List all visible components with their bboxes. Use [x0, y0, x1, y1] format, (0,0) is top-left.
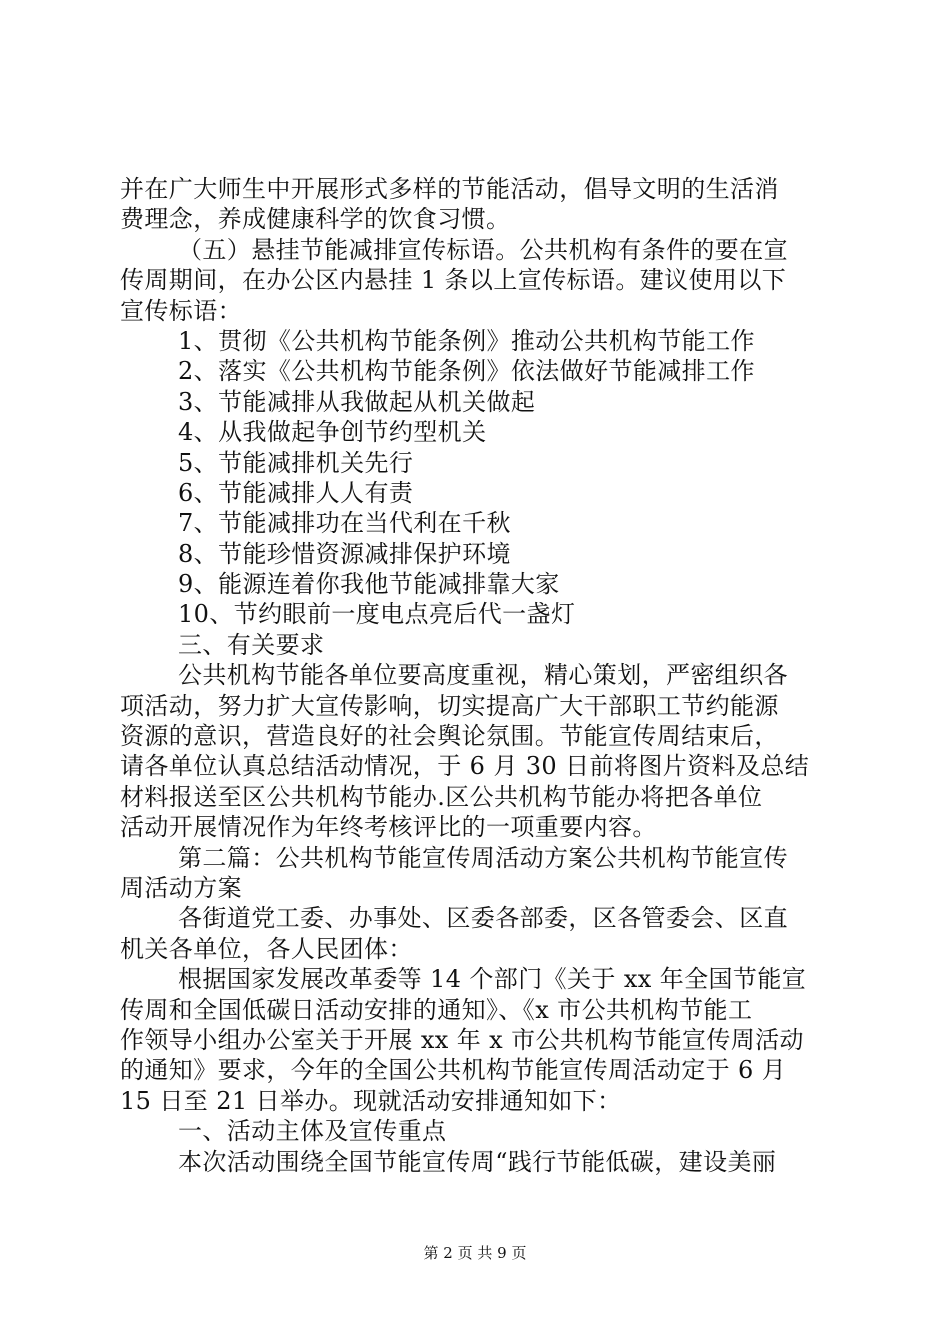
text-line: 第二篇：公共机构节能宣传周活动方案公共机构节能宣传 — [178, 843, 788, 872]
text-line: 的通知》要求，今年的全国公共机构节能宣传周活动定于 6 月 — [120, 1056, 787, 1085]
text-line: 资源的意识，营造良好的社会舆论氛围。节能宣传周结束后， — [120, 722, 779, 751]
text-line: 2、落实《公共机构节能条例》依法做好节能减排工作 — [178, 357, 755, 386]
text-line: 材料报送至区公共机构节能办.区公共机构节能办将把各单位 — [120, 782, 763, 811]
page-footer: 第 2 页 共 9 页 — [423, 1244, 527, 1262]
text-line: 一、活动主体及宣传重点 — [178, 1117, 447, 1146]
text-line: 5、节能减排机关先行 — [178, 448, 414, 477]
text-line: 各街道党工委、办事处、区委各部委，区各管委会、区直 — [178, 904, 788, 933]
text-line: 宣传标语： — [120, 296, 242, 325]
text-line: 项活动，努力扩大宣传影响，切实提高广大干部职工节约能源 — [120, 691, 779, 720]
text-line: 作领导小组办公室关于开展 xx 年 x 市公共机构节能宣传周活动 — [120, 1025, 804, 1054]
text-line: 三、有关要求 — [178, 630, 325, 659]
text-line: 传周和全国低碳日活动安排的通知》、《x 市公共机构节能工 — [120, 995, 753, 1024]
text-line: 9、能源连着你我他节能减排靠大家 — [178, 570, 560, 599]
text-line: 费理念，养成健康科学的饮食习惯。 — [120, 205, 511, 234]
text-line: 公共机构节能各单位要高度重视，精心策划，严密组织各 — [178, 661, 788, 690]
document-body — [120, 174, 838, 1177]
text-line: 周活动方案 — [120, 873, 242, 902]
text-line: 本次活动围绕全国节能宣传周“践行节能低碳，建设美丽 — [178, 1147, 777, 1176]
text-line: 10、节约眼前一度电点亮后代一盏灯 — [178, 600, 576, 629]
text-line: 根据国家发展改革委等 14 个部门《关于 xx 年全国节能宣 — [178, 965, 807, 994]
text-line: 6、节能减排人人有责 — [178, 478, 414, 507]
text-line: 4、从我做起争创节约型机关 — [178, 418, 487, 447]
text-line: 8、节能珍惜资源减排保护环境 — [178, 539, 511, 568]
text-line: 1、贯彻《公共机构节能条例》推动公共机构节能工作 — [178, 326, 755, 355]
text-line: 活动开展情况作为年终考核评比的一项重要内容。 — [120, 813, 657, 842]
text-line: 15 日至 21 日举办。现就活动安排通知如下： — [120, 1086, 622, 1115]
text-line: （五）悬挂节能减排宣传标语。公共机构有条件的要在宣 — [178, 235, 788, 264]
text-line: 请各单位认真总结活动情况，于 6 月 30 日前将图片资料及总结 — [120, 752, 810, 781]
text-line: 3、节能减排从我做起从机关做起 — [178, 387, 536, 416]
text-line: 机关各单位，各人民团体： — [120, 934, 413, 963]
text-line: 7、节能减排功在当代利在千秋 — [178, 509, 511, 538]
text-line: 并在广大师生中开展形式多样的节能活动，倡导文明的生活消 — [120, 175, 779, 203]
text-line: 传周期间，在办公区内悬挂 1 条以上宣传标语。建议使用以下 — [120, 266, 787, 295]
